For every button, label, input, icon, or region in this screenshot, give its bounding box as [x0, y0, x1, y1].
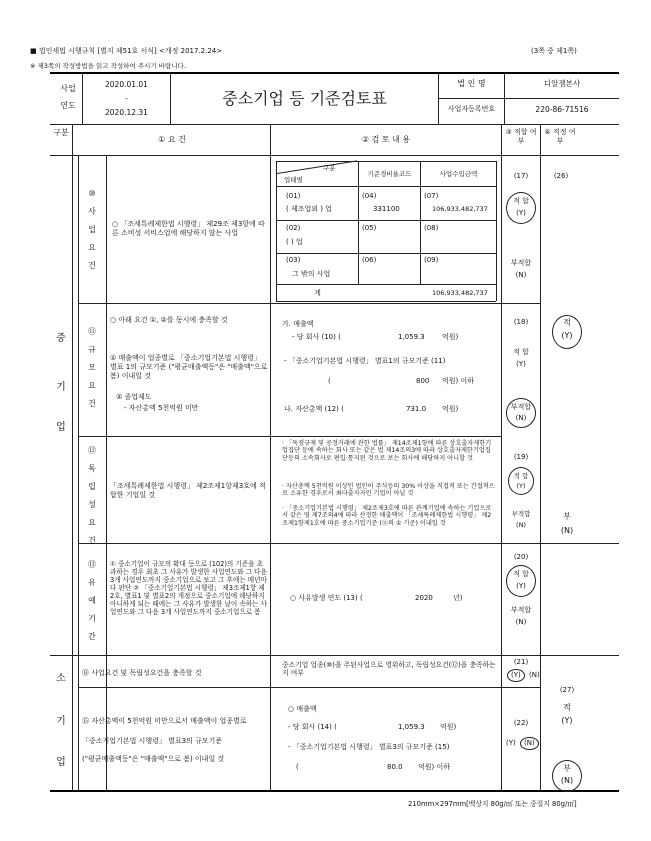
- scale-rev-label: 가. 매출액: [282, 320, 314, 328]
- small-fit1-no: (21): [513, 658, 529, 666]
- side-small-2: 기: [56, 716, 66, 727]
- form-rule-line: ■ 법인세법 시행규칙 [별지 제51호 서식] <개정 2017.2.24>: [30, 47, 223, 55]
- period-dash: -: [125, 94, 128, 103]
- col-header-fit: ③ 적합 여부: [505, 128, 537, 145]
- title-bottom-line: [50, 124, 619, 125]
- label-char: 예: [88, 596, 96, 605]
- label-char: ⑬: [88, 560, 96, 569]
- business-fit-yes: 적 합: [513, 197, 529, 205]
- table-top-border: [50, 72, 619, 74]
- col-divider-b: [270, 124, 271, 790]
- small-fit2-n: (N): [520, 737, 539, 750]
- independence-bullet-2: · 자산총액 5천억원 이상인 법인이 주식등의 30% 이상을 직접적 또는 간접적으로 소유한 경우로서 최다출자자인 기업이 아닐 것: [282, 483, 495, 498]
- row3-rev-no: (09): [424, 256, 439, 264]
- page-label: (3쪽 중 제1쪽): [531, 47, 577, 55]
- total-rev: 106,933,482,737: [432, 289, 488, 297]
- independence-fit-yes: 적 합: [513, 472, 529, 480]
- line-small-mid: [78, 687, 541, 688]
- col4-small-no-label: 부: [563, 764, 571, 773]
- row1-rev: 106,933,482,737: [432, 205, 488, 213]
- small-rev-a: ○ 매출액: [288, 705, 317, 713]
- row1-code: 331100: [373, 205, 400, 213]
- label-char: 사: [88, 207, 96, 216]
- row3-code-no: (06): [362, 256, 377, 264]
- scale-req-3: ② 졸업제도: [116, 393, 152, 401]
- line-after-scale: [78, 436, 501, 437]
- business-fit-no: (17): [513, 172, 529, 180]
- scale-asset-val: 731.0: [406, 405, 427, 413]
- col4-small-y: (Y): [561, 716, 573, 725]
- col-divider-label: [78, 155, 79, 790]
- col4-small-no: (27): [559, 686, 575, 694]
- business-requirement: ○ 「조세특례제한법 시행령」 제29조 제3항에 따른 소비성 서비스업에 해당하지 않는 사업: [112, 220, 265, 237]
- label-char: 성: [88, 500, 96, 509]
- small-rev-d-unit: 억원) 이하: [418, 763, 451, 771]
- small-rev-d-val: 80.0: [387, 763, 403, 771]
- independence-fit-no: (19): [513, 453, 529, 461]
- scale-unfit-n: (N): [515, 414, 527, 422]
- row2-rev-no: (08): [424, 224, 439, 232]
- grace-reason-year: 2020: [415, 594, 433, 602]
- side-sme-2: 기: [56, 382, 66, 393]
- colheader-bottom-line: [50, 155, 619, 156]
- table-head-gubun: 구분: [323, 164, 336, 172]
- independence-requirement: 「조세특례제한법 시행령」 제2조제1항제3호에 적합한 기업일 것: [110, 482, 266, 499]
- label-char: ⑪: [88, 327, 96, 336]
- small-req-4: ("평균매출액등"은 "매출액"으로 봄) 이내일 것: [82, 755, 225, 763]
- scale-rev-line: - 당 회사 (10) (: [292, 333, 341, 341]
- row2-name: ( ) 업: [286, 238, 303, 246]
- grace-fit-yes: 적 합: [513, 570, 529, 578]
- corp-name: 디알젬본사: [543, 79, 581, 88]
- table-head-code: 기준경비율코드: [367, 170, 412, 178]
- small-rev-b: - 당 회사 (14) (: [288, 723, 337, 731]
- scale-asset-line: 나. 자산총액 (12) (: [284, 405, 344, 413]
- side-sme-3: 업: [56, 422, 66, 433]
- small-rev-c: - 「중소기업기본법 시행령」 별표3의 규모기준 (15): [288, 743, 450, 751]
- line-after-sme: [50, 655, 619, 656]
- bizno: 220-86-71516: [535, 105, 589, 114]
- page-title: 중소기업 등 기준검토표: [222, 89, 387, 108]
- business-fit-y: (Y): [516, 209, 526, 217]
- scale-asset-unit: 억원): [442, 405, 459, 413]
- small-rev-b-val: 1,059.3: [398, 723, 425, 731]
- label-char: 건: [88, 261, 96, 270]
- col4-business-no: (26): [553, 172, 569, 180]
- line-after-business: [78, 303, 541, 304]
- period-start: 2020.01.01: [105, 80, 148, 89]
- title-divider-1: [82, 73, 83, 124]
- scale-req-2: ① 매출액이 업종별로 「중소기업기본법 시행령」 별표 1의 규모기준 ("평균매출액등"은 "매출액"으로 봄) 이내일 것: [110, 354, 268, 380]
- scale-rev-unit: 억원): [442, 333, 459, 341]
- grace-reason-line: ○ 사유발생 연도 (13) (: [290, 594, 363, 602]
- label-char: 립: [88, 482, 96, 491]
- col4-small-yes: 적: [563, 703, 571, 712]
- label-char: 요: [88, 518, 96, 527]
- table-head-revenue: 사업수입금액: [439, 170, 478, 178]
- small-rev-d-open: (: [296, 763, 299, 771]
- col4-sme-yes: 적: [563, 318, 571, 327]
- table-head-industry: 업태별: [284, 176, 303, 184]
- label-char: 간: [88, 632, 96, 641]
- side-sme-1: 중: [56, 333, 66, 344]
- scale-req-1: ○ 아래 요건 ①, ②를 동시에 충족할 것: [110, 316, 228, 324]
- small-req-1: ⑭ 사업요건 및 독립성요건을 충족할 것: [82, 669, 202, 677]
- small-rev-b-unit: 억원): [440, 723, 457, 731]
- col-header-fit2: ④ 적정 여부: [544, 128, 576, 145]
- business-unfit-n: (N): [515, 271, 527, 279]
- col-divider-label2: [106, 155, 107, 790]
- small-fit1-y: (Y): [507, 669, 525, 682]
- title-mid-line: [438, 98, 619, 99]
- scale-req-4: - 자산총액 5천억원 미만: [124, 404, 199, 412]
- line-after-independence: [78, 543, 619, 544]
- small-fit2-y: (Y): [506, 739, 516, 747]
- row3-name: 그 밖의 사업: [292, 270, 331, 278]
- writing-note: ※ 제3쪽의 작성방법을 읽고 작성하여 주시기 바랍니다.: [30, 62, 186, 70]
- grace-unfit-n: (N): [515, 618, 527, 626]
- scale-label: [85, 323, 99, 413]
- small-fit2-choice: [506, 737, 539, 750]
- grace-requirement: ① 중소기업이 규모의 확대 등으로 (102)의 기준을 초과하는 경우 최초 그 사유가 발생한 사업연도와 그 다음 3개 사업연도까지 중소기업으로 보고 그 후에는 매년마다 판단 ② 「중소기업기본법 시행령」 제3조제1항 제2호, 별표1 및 별표2의 개정으로 중소기업에 해당하지 아니하게 되는 때에는 그 사유가 발생한 날이 속하는 사업연도와 그 다음 3개 사업연도까지 중소기업으로 봄: [110, 560, 267, 617]
- table-bottom-border: [50, 790, 619, 792]
- side-small-1: 소: [56, 673, 66, 684]
- independence-label: [85, 442, 99, 550]
- scale-fit-no: (18): [513, 318, 529, 326]
- grace-label: [85, 556, 99, 646]
- label-char: 업: [88, 225, 96, 234]
- independence-fit-y: (Y): [516, 482, 526, 490]
- col4-sme-n: (N): [560, 526, 574, 535]
- row1-rev-no: (07): [424, 192, 439, 200]
- col-header-category: 구분: [53, 128, 69, 137]
- label-char: 건: [88, 536, 96, 545]
- grace-fit-y: (Y): [516, 582, 526, 590]
- total-label: 계: [314, 289, 321, 297]
- scale-std-line: - 「중소기업기본법 시행령」 별표1의 규모기준 (11): [284, 357, 446, 365]
- label-char: 건: [88, 399, 96, 408]
- independence-unfit: 부적합: [511, 510, 531, 518]
- paper-spec-footer: 210mm×297mm[백상지 80g/㎡ 또는 중질지 80g/㎡]: [408, 800, 577, 808]
- scale-std-open: (: [328, 377, 331, 385]
- row2-no: (02): [286, 224, 301, 232]
- independence-unfit-n: (N): [516, 521, 526, 529]
- scale-std-unit: 억원) 이하: [442, 377, 475, 385]
- label-char: ⑩: [88, 189, 96, 198]
- title-divider-2: [170, 73, 171, 124]
- label-char: 요: [88, 381, 96, 390]
- col4-sme-y: (Y): [561, 331, 573, 340]
- year-label-1: 사업: [60, 84, 76, 93]
- scale-fit-y: (Y): [516, 360, 526, 368]
- label-char: 요: [88, 243, 96, 252]
- label-char: 모: [88, 363, 96, 372]
- label-char: 유: [88, 578, 96, 587]
- small-fit2-no: (22): [513, 719, 529, 727]
- col-header-review: ② 검 토 내 용: [361, 135, 411, 144]
- scale-unfit: 부적합: [510, 403, 532, 411]
- side-small-3: 업: [56, 757, 66, 768]
- business-label: [85, 185, 99, 275]
- row1-no: (01): [286, 192, 301, 200]
- scale-fit-yes: 적 합: [513, 348, 529, 356]
- col-divider-a: [72, 124, 73, 790]
- row1-code-no: (04): [362, 192, 377, 200]
- bizno-label: 사업자등록번호: [447, 105, 496, 113]
- period-end: 2020.12.31: [105, 108, 148, 117]
- label-char: 독: [88, 464, 96, 473]
- scale-rev-val: 1,059.3: [398, 333, 425, 341]
- label-char: 규: [88, 345, 96, 354]
- row3-no: (03): [286, 256, 301, 264]
- grace-unfit: 부적합: [510, 606, 532, 614]
- small-review-1: 중소기업 업종(⑩)을 주된사업으로 영위하고, 독립성요건(⑫)을 충족하는지 여부: [282, 661, 496, 678]
- year-label-2: 연도: [60, 101, 76, 110]
- corp-name-label: 법 인 명: [457, 79, 486, 88]
- col-header-requirements: ① 요 건: [158, 135, 186, 144]
- label-char: 기: [88, 614, 96, 623]
- business-unfit: 부적합: [510, 259, 532, 267]
- col4-small-n: (N): [560, 776, 574, 785]
- row2-code-no: (05): [362, 224, 377, 232]
- scale-std-val: 800: [416, 377, 430, 385]
- row1-name: ( 제조업외 ) 업: [286, 205, 332, 213]
- grace-reason-unit: 년): [453, 594, 463, 602]
- small-req-2: ⑮ 자산총액이 5천억원 미만으로서 매출액이 업종별로: [82, 717, 247, 725]
- independence-bullet-3: · 「중소기업기본법 시행령」 제2조제3호에 따른 관계기업에 속하는 기업으로서 같은 영 제7조의4에 따라 산정한 매출액이 「조세특례제한법 시행령」 제2조제1항제1호에 따른 중소기업기준 (⑪의 ① 기준) 이내일 것: [282, 505, 492, 527]
- independence-bullet-1: · 「독점규제 및 공정거래에 관한 법률」 제14조제1항에 따른 상호출자제한기업집단 등에 속하는 회사 또는 같은 법 제14조의3에 따라 상호출자제한기업집단등의 소속회사로 편입·통지된 것으로 보는 회사에 해당하지 아니할 것: [282, 440, 492, 462]
- small-fit1-n: (N): [528, 671, 540, 679]
- small-req-3: 「중소기업기본법 시행령」 별표3의 규모기준: [82, 737, 223, 745]
- col4-sme-no: 부: [563, 512, 571, 521]
- grace-fit-no: (20): [513, 553, 529, 561]
- label-char: ⑫: [88, 446, 96, 455]
- small-fit1-choice: [507, 669, 540, 682]
